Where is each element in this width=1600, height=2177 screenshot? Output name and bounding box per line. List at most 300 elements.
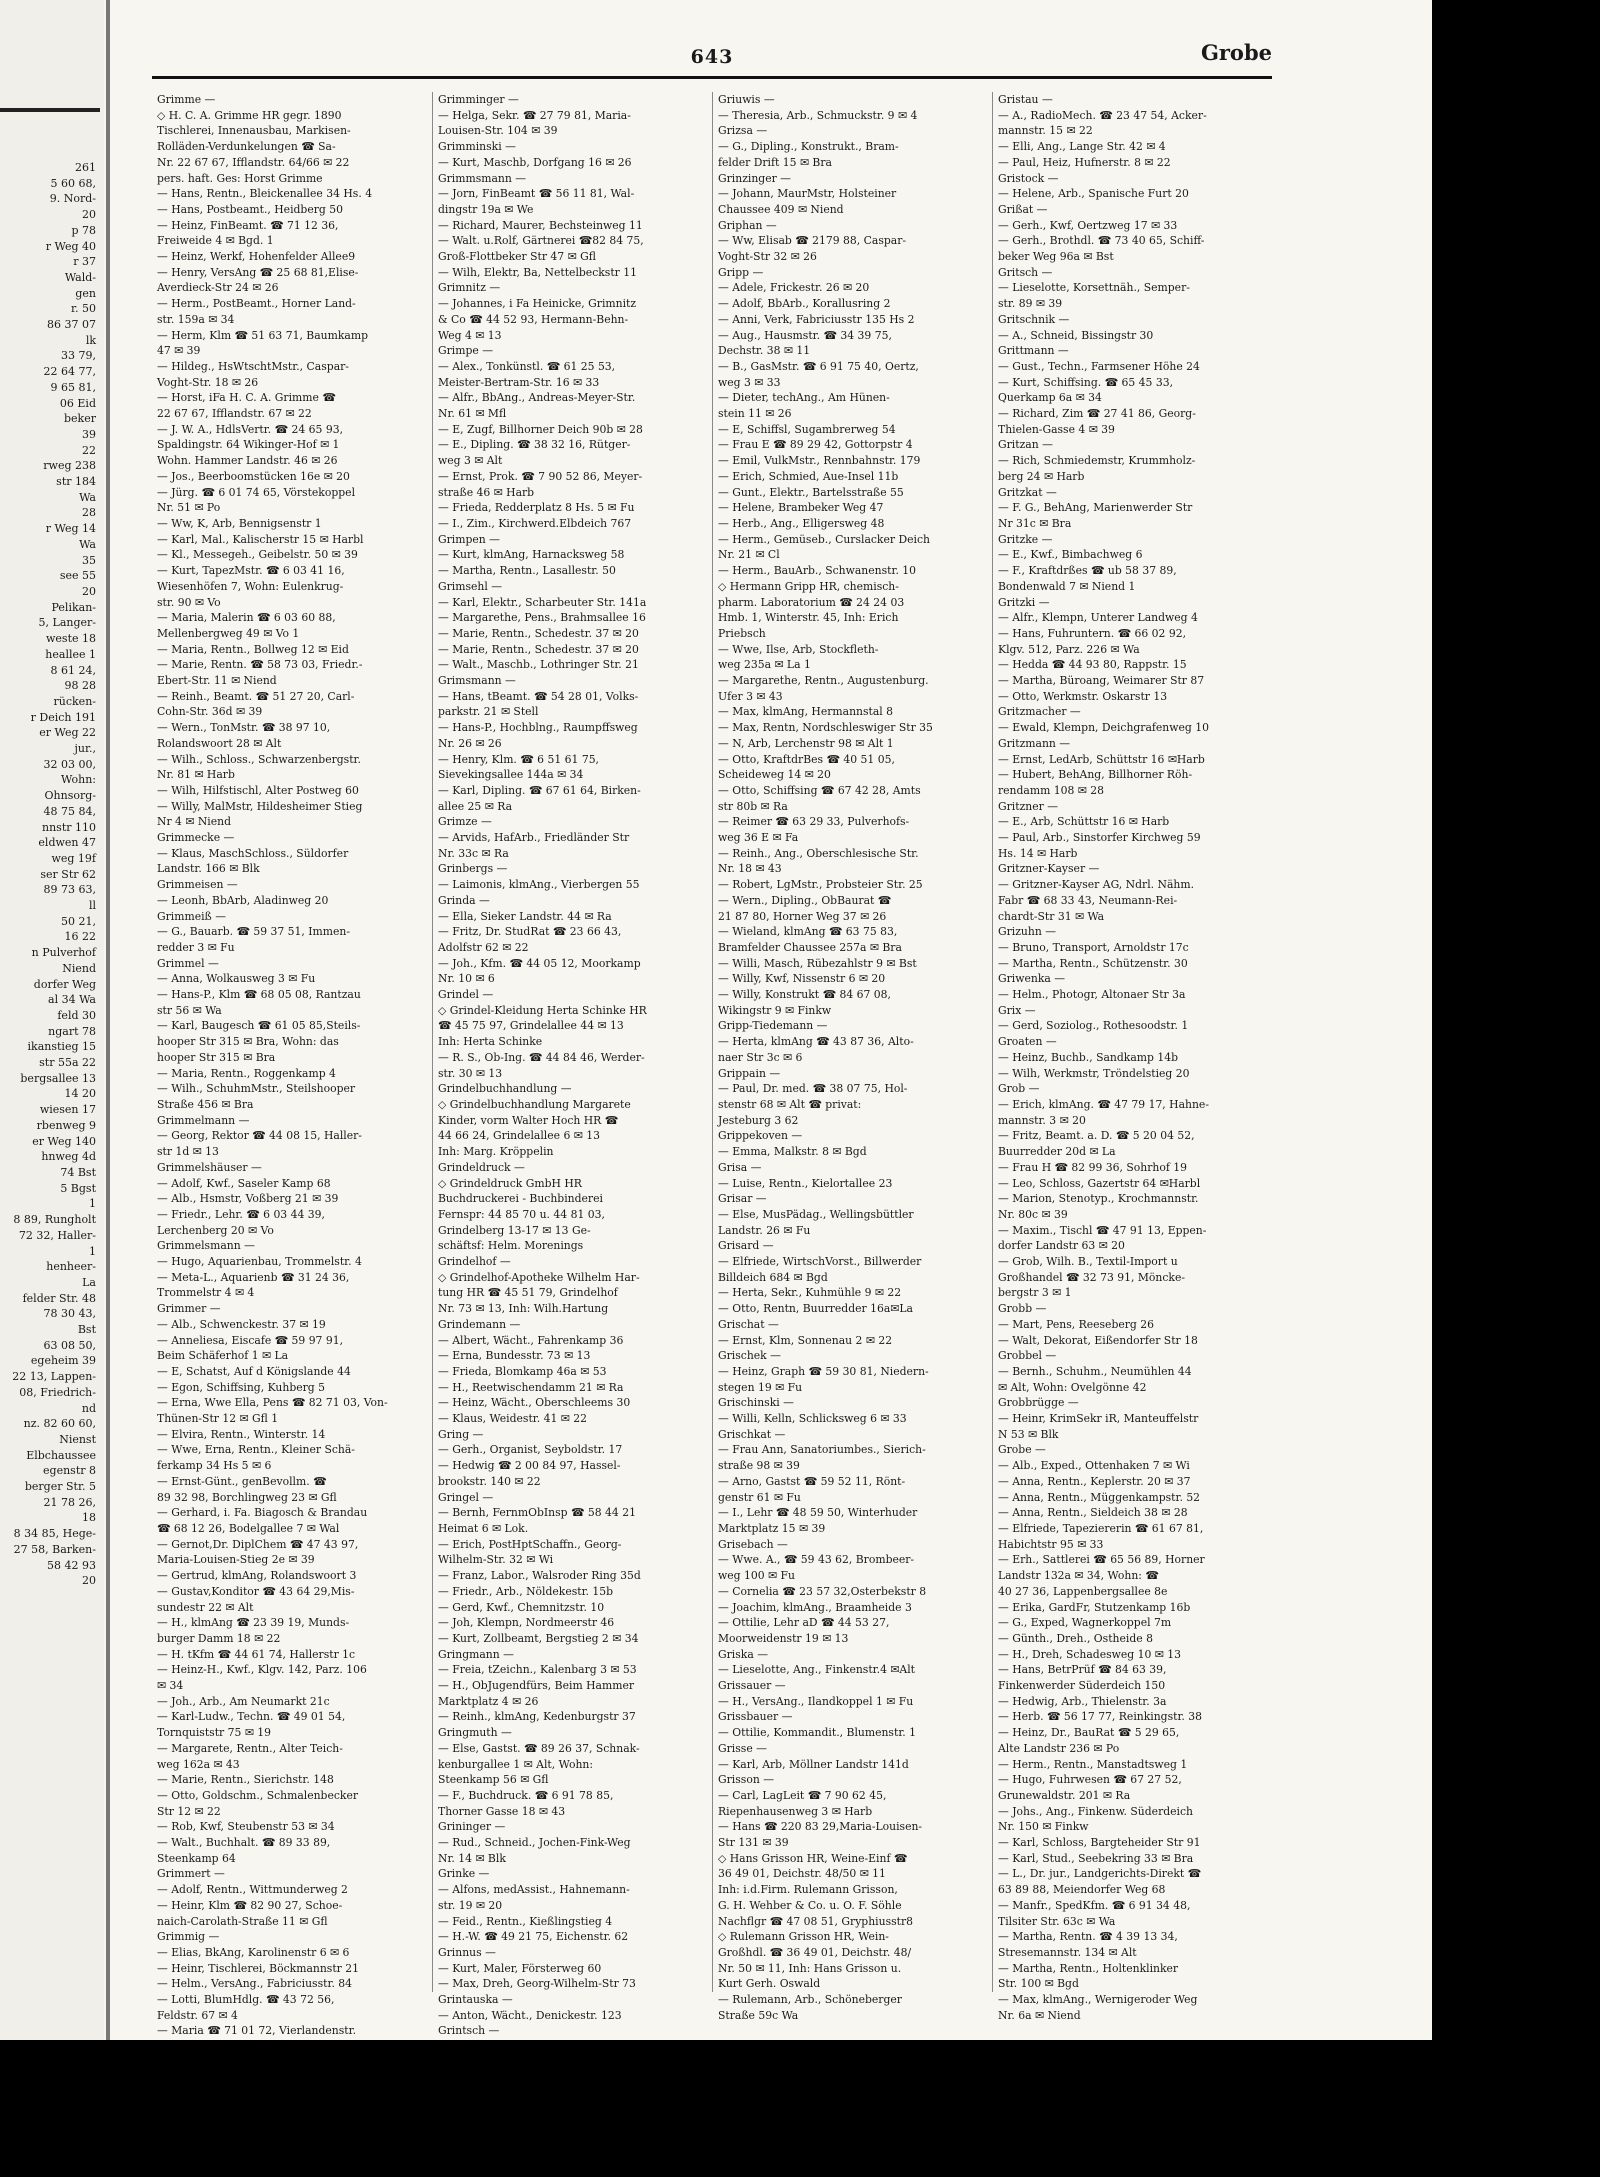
fragment-line: str 55a 22 xyxy=(39,1056,96,1070)
directory-entry-line: kenburgallee 1 ✉ Alt, Wohn: xyxy=(438,1757,594,1771)
directory-entry-line: — Theresia, Arb., Schmuckstr. 9 ✉ 4 xyxy=(718,108,918,122)
left-page-header-rule xyxy=(0,108,100,112)
directory-entry-line: Grimmelsmann — xyxy=(157,1239,255,1253)
directory-entry-line: — Johs., Ang., Finkenw. Süderdeich xyxy=(998,1804,1193,1818)
directory-entry-line: hooper Str 315 ✉ Bra, Wohn: das xyxy=(157,1035,339,1049)
directory-entry-line: Großhdl. ☎ 36 49 01, Deichstr. 48/ xyxy=(718,1945,912,1959)
directory-entry-line: — Herm., BauArb., Schwanenstr. 10 xyxy=(718,564,917,578)
directory-entry-line: — Max, Dreh, Georg-Wilhelm-Str 73 xyxy=(438,1977,636,1991)
directory-entry-line: — Heinz, Buchb., Sandkamp 14b xyxy=(998,1050,1178,1064)
fragment-line: eldwen 47 xyxy=(38,836,96,850)
directory-entry-line: — Paul, Dr. med. ☎ 38 07 75, Hol- xyxy=(718,1082,908,1096)
directory-entry-line: Grimnitz — xyxy=(438,281,501,295)
directory-entry-line: — H., klmAng ☎ 23 39 19, Munds- xyxy=(157,1616,350,1630)
fragment-line: 33 79, xyxy=(61,349,96,363)
directory-entry-line: — Horst, iFa H. C. A. Grimme ☎ xyxy=(157,391,336,405)
directory-entry-line: — Margarethe, Pens., Brahmsallee 16 xyxy=(438,611,646,625)
directory-entry-line: — Erika, GardFr, Stutzenkamp 16b xyxy=(998,1600,1191,1614)
directory-entry-line: — Wwe, Ilse, Arb, Stockfleth- xyxy=(718,642,879,656)
directory-entry-line: — Anni, Verk, Fabriciusstr 135 Hs 2 xyxy=(718,312,915,326)
directory-entry-line: — Erna, Wwe Ella, Pens ☎ 82 71 03, Von- xyxy=(157,1396,388,1410)
directory-entry-line: — Margarete, Rentn., Alter Teich- xyxy=(157,1741,343,1755)
directory-entry-line: — Willy, Kwf, Nissenstr 6 ✉ 20 xyxy=(718,972,886,986)
directory-entry-line: Grisa — xyxy=(718,1160,762,1174)
fragment-line: ngart 78 xyxy=(48,1024,96,1038)
directory-entry-line: Gringmuth — xyxy=(438,1726,512,1740)
directory-entry-line: Feldstr. 67 ✉ 4 xyxy=(157,2008,238,2022)
directory-entry-line: Grizsa — xyxy=(718,124,768,138)
directory-entry-line: straße 46 ✉ Harb xyxy=(438,485,535,499)
fragment-line: p 78 xyxy=(71,223,96,237)
directory-entry-line: — Karl, Baugesch ☎ 61 05 85,Steils- xyxy=(157,1019,361,1033)
directory-column-2 xyxy=(432,92,712,2038)
fragment-line: 18 xyxy=(82,1511,96,1525)
directory-entry-line: — Cornelia ☎ 23 57 32,Osterbekstr 8 xyxy=(718,1584,927,1598)
directory-entry-line: — Otto, Goldschm., Schmalenbecker xyxy=(157,1788,358,1802)
directory-entry-line: — Maria, Malerin ☎ 6 03 60 88, xyxy=(157,611,336,625)
directory-entry-line: — Feid., Rentn., Kießlingstieg 4 xyxy=(438,1914,613,1928)
directory-entry-line: stegen 19 ✉ Fu xyxy=(718,1380,803,1394)
directory-entry-line: — Gerh., Kwf, Oertzweg 17 ✉ 33 xyxy=(998,218,1178,232)
directory-entry-line: Grischek — xyxy=(718,1349,781,1363)
directory-column-4 xyxy=(992,92,1272,2022)
fragment-line: ser Str 62 xyxy=(40,867,96,881)
directory-entry-line: 36 49 01, Deichstr. 48/50 ✉ 11 xyxy=(718,1867,886,1881)
directory-entry-line: — B., GasMstr. ☎ 6 91 75 40, Oertz, xyxy=(718,359,919,373)
fragment-line: r Weg 40 xyxy=(45,239,96,253)
directory-entry-line: Grischkat — xyxy=(718,1427,786,1441)
directory-entry-line: — Ottilie, Kommandit., Blumenstr. 1 xyxy=(718,1726,917,1740)
fragment-line: lk xyxy=(85,333,96,347)
directory-entry-line: Grimsmann — xyxy=(438,674,516,688)
fragment-line: 06 Eid xyxy=(59,396,96,410)
directory-entry-line: — Meta-L., Aquarienb ☎ 31 24 36, xyxy=(157,1270,350,1284)
directory-entry-line: — Willy, Konstrukt ☎ 84 67 08, xyxy=(718,988,891,1002)
directory-entry-line: — Elli, Ang., Lange Str. 42 ✉ 4 xyxy=(998,140,1166,154)
directory-entry-line: — Anna, Wolkausweg 3 ✉ Fu xyxy=(157,972,316,986)
directory-entry-line: Grimsehl — xyxy=(438,579,503,593)
directory-entry-line: Thorner Gasse 18 ✉ 43 xyxy=(438,1804,566,1818)
directory-entry-line: Scheideweg 14 ✉ 20 xyxy=(718,768,831,782)
directory-entry-line: str 56 ✉ Wa xyxy=(157,1003,222,1017)
directory-entry-line: — Kl., Messegeh., Geibelstr. 50 ✉ 39 xyxy=(157,548,358,562)
directory-entry-line: Adolfstr 62 ✉ 22 xyxy=(438,940,529,954)
fragment-line: rbenweg 9 xyxy=(36,1118,96,1132)
directory-entry-line: Landstr 132a ✉ 34, Wohn: ☎ xyxy=(998,1569,1159,1583)
fragment-line: al 34 Wa xyxy=(48,993,96,1007)
directory-entry-line: Straße 456 ✉ Bra xyxy=(157,1098,254,1111)
directory-entry-line: — Otto, KraftdrBes ☎ 40 51 05, xyxy=(718,752,895,766)
directory-entry-line: — Jürg. ☎ 6 01 74 65, Vörstekoppel xyxy=(157,485,356,499)
directory-entry-line: — J. W. A., HdlsVertr. ☎ 24 65 93, xyxy=(157,422,343,436)
directory-entry-line: allee 25 ✉ Ra xyxy=(438,799,513,813)
fragment-line: 8 34 85, Hege- xyxy=(13,1527,96,1541)
directory-entry-line: 89 32 98, Borchlingweg 23 ✉ Gfl xyxy=(157,1490,337,1504)
fragment-line: ll xyxy=(88,899,96,913)
directory-entry-line: ◇ H. C. A. Grimme HR gegr. 1890 xyxy=(157,108,342,122)
directory-entry-line: — Gernot,Dr. DiplChem ☎ 47 43 97, xyxy=(157,1537,359,1551)
fragment-line: Niend xyxy=(62,961,96,975)
directory-entry-line: — Arvids, HafArb., Friedländer Str xyxy=(438,831,630,845)
directory-entry-line: — Wilh, Hilfstischl, Alter Postweg 60 xyxy=(157,783,359,797)
directory-entry-line: Grimmeiß — xyxy=(157,909,226,923)
directory-entry-line: — Anton, Wächt., Denickestr. 123 xyxy=(438,2008,622,2022)
directory-entry-line: — Alfr., BbAng., Andreas-Meyer-Str. xyxy=(438,391,636,405)
directory-entry-line: Wilhelm-Str. 32 ✉ Wi xyxy=(438,1553,554,1567)
directory-entry-line: Groß-Flottbeker Str 47 ✉ Gfl xyxy=(438,250,596,264)
directory-entry-line: sundestr 22 ✉ Alt xyxy=(157,1600,254,1614)
directory-entry-line: — Luise, Rentn., Kielortallee 23 xyxy=(718,1176,893,1190)
directory-entry-line: Gritzmacher — xyxy=(998,705,1081,719)
directory-entry-line: Finkenwerder Süderdeich 150 xyxy=(998,1679,1166,1693)
directory-entry-line: Rolläden-Verdunkelungen ☎ Sa- xyxy=(157,140,336,154)
directory-entry-line: Marktplatz 4 ✉ 26 xyxy=(438,1694,539,1708)
directory-entry-line: — Alfons, medAssist., Hahnemann- xyxy=(438,1883,630,1897)
directory-entry-line: ✉ 34 xyxy=(157,1679,184,1693)
directory-entry-line: Grimmig — xyxy=(157,1930,220,1944)
directory-entry-line: ✉ Alt, Wohn: Ovelgönne 42 xyxy=(998,1380,1147,1394)
directory-entry-line: Groaten — xyxy=(998,1035,1057,1049)
directory-entry-line: Tilsiter Str. 63c ✉ Wa xyxy=(998,1914,1116,1928)
directory-entry-line: — Marie, Rentn. ☎ 58 73 03, Friedr.- xyxy=(157,658,363,672)
header-rule xyxy=(152,76,1272,79)
fragment-line: 5 60 68, xyxy=(50,176,96,190)
directory-entry-line: weg 3 ✉ 33 xyxy=(718,375,781,389)
directory-entry-line: — Gritzner-Kayser AG, Ndrl. Nähm. xyxy=(998,878,1195,892)
directory-entry-line: 63 89 88, Meiendorfer Weg 68 xyxy=(998,1883,1166,1897)
fragment-line: rweg 238 xyxy=(43,459,96,473)
directory-entry-line: Nr 4 ✉ Niend xyxy=(157,815,231,829)
directory-entry-line: — Frieda, Blomkamp 46a ✉ 53 xyxy=(438,1364,607,1378)
directory-entry-line: — Manfr., SpedKfm. ☎ 6 91 34 48, xyxy=(998,1898,1191,1912)
directory-entry-line: — Anna, Rentn., Müggenkampstr. 52 xyxy=(998,1490,1201,1504)
directory-entry-line: Griuwis — xyxy=(718,93,775,106)
fragment-line: 39 xyxy=(82,427,96,441)
directory-entry-line: Gritzkat — xyxy=(998,485,1057,499)
directory-entry-line: schäftsf: Helm. Morenings xyxy=(438,1239,584,1253)
fragment-line: 78 30 43, xyxy=(43,1307,96,1321)
directory-entry-line: — Kurt, Maler, Försterweg 60 xyxy=(438,1961,602,1975)
fragment-line: r Deich 191 xyxy=(30,710,96,724)
directory-entry-line: Ebert-Str. 11 ✉ Niend xyxy=(157,674,277,688)
scanner-border-right xyxy=(1432,0,1600,2177)
directory-entry-line: naich-Carolath-Straße 11 ✉ Gfl xyxy=(157,1914,328,1928)
directory-entry-line: — Erich, Schmied, Aue-Insel 11b xyxy=(718,469,899,483)
directory-entry-line: — Herb. ☎ 56 17 77, Reinkingstr. 38 xyxy=(998,1710,1203,1724)
directory-entry-line: — Maria, Rentn., Bollweg 12 ✉ Eid xyxy=(157,642,349,656)
directory-entry-line: — Laimonis, klmAng., Vierbergen 55 xyxy=(438,878,640,892)
fragment-line: 20 xyxy=(82,208,96,222)
directory-entry-line: — Hans-P., Hochblng., Raumpffsweg xyxy=(438,721,638,735)
fragment-line: 72 32, Haller- xyxy=(18,1228,96,1242)
directory-entry-line: — Ww, Elisab ☎ 2179 88, Caspar- xyxy=(718,234,907,248)
directory-entry-line: chardt-Str 31 ✉ Wa xyxy=(998,909,1105,923)
directory-entry-line: Jesteburg 3 62 xyxy=(718,1113,799,1127)
directory-entry-line: Nr. 73 ✉ 13, Inh: Wilh.Hartung xyxy=(438,1302,609,1316)
directory-entry-line: — Heinz, Graph ☎ 59 30 81, Niedern- xyxy=(718,1364,929,1378)
directory-entry-line: — Alfr., Klempn, Unterer Landweg 4 xyxy=(998,611,1198,625)
directory-entry-line: Nr. 14 ✉ Blk xyxy=(438,1851,506,1865)
directory-entry-line: — Martha, Rentn., Lasallestr. 50 xyxy=(438,564,616,578)
directory-entry-line: Grunewaldstr. 201 ✉ Ra xyxy=(998,1788,1131,1802)
directory-entry-line: — Gertrud, klmAng, Rolandswoort 3 xyxy=(157,1569,357,1583)
fragment-line: 21 78 26, xyxy=(43,1495,96,1509)
directory-entry-line: str 1d ✉ 13 xyxy=(157,1145,219,1159)
directory-entry-line: — Adolf, BbArb., Korallusring 2 xyxy=(718,297,891,311)
directory-entry-line: — E, Zugf, Billhorner Deich 90b ✉ 28 xyxy=(438,422,643,436)
directory-entry-line: Griska — xyxy=(718,1647,768,1661)
directory-entry-line: Gristock — xyxy=(998,171,1059,185)
directory-entry-line: — Ernst, LedArb, Schüttstr 16 ✉Harb xyxy=(998,752,1205,766)
fragment-line: dorfer Weg xyxy=(33,977,96,991)
directory-entry-line: — Klaus, Weidestr. 41 ✉ 22 xyxy=(438,1412,588,1426)
fragment-line: 9. Nord- xyxy=(49,192,96,206)
fragment-line: Bst xyxy=(77,1323,96,1337)
directory-entry-line: — Marie, Rentn., Sierichstr. 148 xyxy=(157,1773,334,1787)
directory-entry-line: — Karl-Ludw., Techn. ☎ 49 01 54, xyxy=(157,1710,346,1724)
fragment-line: Wa xyxy=(79,490,96,504)
directory-entry-line: Grimme — xyxy=(157,93,216,106)
directory-entry-line: — Kurt, Zollbeamt, Bergstieg 2 ✉ 34 xyxy=(438,1631,639,1645)
directory-entry-line: — Lotti, BlumHdlg. ☎ 43 72 56, xyxy=(157,1993,335,2007)
directory-column-1 xyxy=(152,92,432,2038)
left-page-fragment-lines xyxy=(0,160,100,1589)
directory-entry-line: weg 235a ✉ La 1 xyxy=(718,658,811,672)
directory-entry-line: Lerchenberg 20 ✉ Vo xyxy=(157,1223,274,1237)
directory-entry-line: ◇ Grindel-Kleidung Herta Schinke HR xyxy=(438,1003,647,1017)
directory-entry-line: Inh: Marg. Kröppelin xyxy=(438,1145,554,1159)
directory-entry-line: — Leo, Schloss, Gazertstr 64 ✉Harbl xyxy=(998,1176,1201,1190)
fragment-line: r 37 xyxy=(73,255,96,269)
directory-entry-line: Grippain — xyxy=(718,1066,781,1080)
fragment-line: gen xyxy=(75,286,96,300)
directory-entry-line: Fernspr: 44 85 70 u. 44 81 03, xyxy=(438,1207,605,1221)
directory-entry-line: — Joh, Klempn, Nordmeerstr 46 xyxy=(438,1616,615,1630)
directory-entry-line: Wohn. Hammer Landstr. 46 ✉ 26 xyxy=(157,454,338,468)
fragment-line: 50 21, xyxy=(61,914,96,928)
directory-entry-line: beker Weg 96a ✉ Bst xyxy=(998,250,1114,264)
directory-entry-line: — Gerh., Brothdl. ☎ 73 40 65, Schiff- xyxy=(998,234,1205,248)
directory-entry-line: — H., Dreh, Schadesweg 10 ✉ 13 xyxy=(998,1647,1182,1661)
directory-entry-line: — Henry, Klm. ☎ 6 51 61 75, xyxy=(438,752,599,766)
directory-entry-line: Grimmert — xyxy=(157,1867,225,1881)
directory-entry-line: Habichtstr 95 ✉ 33 xyxy=(998,1537,1104,1551)
directory-entry-line: — Erich, PostHptSchaffn., Georg- xyxy=(438,1537,622,1551)
directory-entry-line: — Helene, Brambeker Weg 47 xyxy=(718,501,884,515)
directory-entry-line: Dechstr. 38 ✉ 11 xyxy=(718,344,811,358)
directory-entry-line: str 80b ✉ Ra xyxy=(718,799,788,813)
directory-entry-line: ◇ Grindelhof-Apotheke Wilhelm Har- xyxy=(438,1270,640,1284)
directory-entry-line: — Marie, Rentn., Schedestr. 37 ✉ 20 xyxy=(438,626,639,640)
directory-entry-line: Wikingstr 9 ✉ Finkw xyxy=(718,1003,832,1017)
directory-entry-line: Str 12 ✉ 22 xyxy=(157,1804,221,1818)
directory-entry-line: Kurt Gerh. Oswald xyxy=(718,1977,821,1991)
fragment-line: feld 30 xyxy=(57,1008,96,1022)
directory-entry-line: — Alb., Hsmstr, Voßberg 21 ✉ 39 xyxy=(157,1192,339,1206)
directory-entry-line: — Helm., Photogr, Altonaer Str 3a xyxy=(998,988,1186,1002)
fragment-line: 35 xyxy=(82,553,96,567)
directory-entry-line: — Freia, tZeichn., Kalenbarg 3 ✉ 53 xyxy=(438,1663,637,1677)
directory-entry-line: str. 30 ✉ 13 xyxy=(438,1066,503,1080)
directory-entry-line: — Adolf, Kwf., Saseler Kamp 68 xyxy=(157,1176,331,1190)
directory-entry-line: Nr. 22 67 67, Ifflandstr. 64/66 ✉ 22 xyxy=(157,155,350,169)
running-head: Grobe xyxy=(1200,40,1272,65)
directory-entry-line: tung HR ☎ 45 51 79, Grindelhof xyxy=(438,1286,618,1300)
directory-entry-line: — Willi, Masch, Rübezahlstr 9 ✉ Bst xyxy=(718,956,917,970)
directory-entry-line: Grimpen — xyxy=(438,532,500,546)
directory-entry-line: Inh: i.d.Firm. Rulemann Grisson, xyxy=(718,1883,898,1897)
directory-entry-line: Grimminger — xyxy=(438,93,519,106)
directory-entry-line: Gritzner-Kayser — xyxy=(998,862,1100,876)
fragment-line: Wald- xyxy=(64,270,96,284)
directory-entry-line: — Hedda ☎ 44 93 80, Rappstr. 15 xyxy=(998,658,1187,672)
directory-entry-line: Grimmelshäuser — xyxy=(157,1160,262,1174)
directory-entry-line: bergstr 3 ✉ 1 xyxy=(998,1286,1072,1300)
directory-entry-line: Grinke — xyxy=(438,1867,490,1881)
directory-entry-line: — H., VersAng., Ilandkoppel 1 ✉ Fu xyxy=(718,1694,914,1708)
directory-entry-line: Grißat — xyxy=(998,202,1048,216)
directory-entry-line: Freiweide 4 ✉ Bgd. 1 xyxy=(157,234,274,248)
directory-entry-line: — N, Arb, Lerchenstr 98 ✉ Alt 1 xyxy=(718,736,894,750)
directory-entry-line: — Helm., VersAng., Fabriciusstr. 84 xyxy=(157,1977,353,1991)
directory-entry-line: — Jorn, FinBeamt ☎ 56 11 81, Wal- xyxy=(438,187,635,201)
directory-entry-line: — Karl, Schloss, Bargteheider Str 91 xyxy=(998,1836,1201,1850)
directory-entry-line: — Emma, Malkstr. 8 ✉ Bgd xyxy=(718,1145,867,1159)
fragment-line: n Pulverhof xyxy=(31,946,96,960)
directory-entry-line: — Reimer ☎ 63 29 33, Pulverhofs- xyxy=(718,815,910,829)
fragment-line: 74 Bst xyxy=(60,1166,96,1179)
fragment-line: 86 37 07 xyxy=(47,318,96,332)
directory-entry-line: — Gerd, Soziolog., Rothesoodstr. 1 xyxy=(998,1019,1189,1033)
fragment-line: nd xyxy=(81,1401,96,1415)
directory-entry-line: — Willi, Kelln, Schlicksweg 6 ✉ 33 xyxy=(718,1412,907,1426)
directory-entry-line: ◇ Rulemann Grisson HR, Wein- xyxy=(718,1930,889,1944)
directory-entry-line: — G., Exped, Wagnerkoppel 7m xyxy=(998,1616,1172,1630)
directory-entry-line: — Paul, Heiz, Hufnerstr. 8 ✉ 22 xyxy=(998,155,1171,169)
directory-entry-line: hooper Str 315 ✉ Bra xyxy=(157,1050,276,1064)
directory-entry-line: Gritsch — xyxy=(998,265,1053,279)
directory-column-3 xyxy=(712,92,992,2022)
directory-entry-line: — Karl, Mal., Kalischerstr 15 ✉ Harbl xyxy=(157,532,364,546)
fragment-line: Elbchaussee xyxy=(26,1448,96,1462)
directory-entry-line: — I., Zim., Kirchwerd.Elbdeich 767 xyxy=(438,516,632,530)
directory-entry-line: Grizuhn — xyxy=(998,925,1057,939)
directory-entry-line: N 53 ✉ Blk xyxy=(998,1427,1059,1441)
directory-entry-line: Grintsch — xyxy=(438,2024,500,2038)
directory-entry-line: — G., Bauarb. ☎ 59 37 51, Immen- xyxy=(157,925,351,939)
directory-entry-line: Straße 59c Wa xyxy=(718,2008,799,2022)
directory-entry-line: — Heinr, Klm ☎ 82 90 27, Schoe- xyxy=(157,1898,343,1912)
directory-entry-line: Ufer 3 ✉ 43 xyxy=(718,689,783,703)
directory-entry-line: Grisard — xyxy=(718,1239,774,1253)
fragment-line: Wa xyxy=(79,537,96,551)
directory-entry-line: — Martha, Rentn. ☎ 4 39 13 34, xyxy=(998,1930,1178,1944)
directory-entry-line: mannstr. 3 ✉ 20 xyxy=(998,1113,1086,1127)
directory-entry-line: — Elfriede, Tapeziererin ☎ 61 67 81, xyxy=(998,1521,1204,1535)
directory-entry-line: — Hans, BetrPrüf ☎ 84 63 39, xyxy=(998,1663,1167,1677)
directory-entry-line: — Herm., Rentn., Manstadtsweg 1 xyxy=(998,1757,1188,1771)
directory-entry-line: Hmb. 1, Winterstr. 45, Inh: Erich xyxy=(718,611,899,625)
directory-entry-line: Marktplatz 15 ✉ 39 xyxy=(718,1521,826,1535)
directory-entry-line: — Heinz, Wächt., Oberschleems 30 xyxy=(438,1396,631,1410)
directory-entry-line: — Ernst, Prok. ☎ 7 90 52 86, Meyer- xyxy=(438,469,643,483)
fragment-line: egeheim 39 xyxy=(30,1354,96,1368)
directory-entry-line: Rolandswoort 28 ✉ Alt xyxy=(157,736,282,750)
directory-entry-line: — Johannes, i Fa Heinicke, Grimnitz xyxy=(438,297,637,311)
directory-entry-line: — Hans, Fuhruntern. ☎ 66 02 92, xyxy=(998,626,1187,640)
fragment-line: 08, Friedrich- xyxy=(19,1385,96,1399)
directory-entry-line: genstr 61 ✉ Fu xyxy=(718,1490,801,1504)
directory-entry-line: Sievekingsallee 144a ✉ 34 xyxy=(438,768,584,782)
directory-entry-line: — Heinz, Werkf, Hohenfelder Allee9 xyxy=(157,250,356,264)
fragment-line: er Weg 22 xyxy=(39,726,96,740)
directory-entry-line: — Marion, Stenotyp., Krochmannstr. xyxy=(998,1192,1199,1206)
directory-entry-line: Gritzke — xyxy=(998,532,1053,546)
directory-entry-line: Grindelbuchhandlung — xyxy=(438,1082,572,1096)
directory-entry-line: — Otto, Rentn, Buurredder 16a✉La xyxy=(718,1302,913,1316)
directory-entry-line: — Ernst, Klm, Sonnenau 2 ✉ 22 xyxy=(718,1333,893,1347)
directory-entry-line: Grisse — xyxy=(718,1741,767,1755)
directory-entry-line: str. 159a ✉ 34 xyxy=(157,312,235,326)
directory-entry-line: — Herm, Klm ☎ 51 63 71, Baumkamp xyxy=(157,328,369,342)
directory-entry-line: ◇ Hermann Gripp HR, chemisch- xyxy=(718,579,899,593)
directory-entry-line: — Helene, Arb., Spanische Furt 20 xyxy=(998,187,1189,201)
directory-entry-line: — Else, MusPädag., Wellingsbüttler xyxy=(718,1207,914,1221)
directory-entry-line: 44 66 24, Grindelallee 6 ✉ 13 xyxy=(438,1129,600,1143)
directory-entry-line: — Marie, Rentn., Schedestr. 37 ✉ 20 xyxy=(438,642,639,656)
directory-entry-line: — Emil, VulkMstr., Rennbahnstr. 179 xyxy=(718,454,921,468)
directory-entry-line: — Frau Ann, Sanatoriumbes., Sierich- xyxy=(718,1443,926,1457)
fragment-line: beker xyxy=(64,412,96,426)
directory-entry-line: — Kurt, TapezMstr. ☎ 6 03 41 16, xyxy=(157,564,345,578)
directory-entry-line: — Maxim., Tischl ☎ 47 91 13, Eppen- xyxy=(998,1223,1207,1237)
directory-entry-line: Nr. 51 ✉ Po xyxy=(157,501,221,515)
directory-entry-line: Gringel — xyxy=(438,1490,494,1504)
directory-entry-line: weg 100 ✉ Fu xyxy=(718,1569,795,1583)
directory-entry-line: Gripp — xyxy=(718,265,764,279)
fragment-line: r Weg 14 xyxy=(45,522,96,536)
fragment-line: Wohn: xyxy=(60,773,96,787)
directory-entry-line: — Richard, Zim ☎ 27 41 86, Georg- xyxy=(998,407,1196,421)
directory-entry-line: — Friedr., Arb., Nöldekestr. 15b xyxy=(438,1584,614,1598)
directory-entry-line: — Erich, klmAng. ☎ 47 79 17, Hahne- xyxy=(998,1098,1209,1111)
directory-entry-line: Grobe — xyxy=(998,1443,1046,1457)
directory-entry-line: Grisebach — xyxy=(718,1537,788,1551)
directory-entry-line: Grimpe — xyxy=(438,344,494,358)
directory-entry-line: — Hans, tBeamt. ☎ 54 28 01, Volks- xyxy=(438,689,639,703)
directory-entry-line: — Hubert, BehAng, Billhorner Röh- xyxy=(998,768,1193,782)
directory-entry-line: G. H. Wehber & Co. u. O. F. Söhle xyxy=(718,1898,902,1912)
directory-entry-line: — Heinr, KrimSekr iR, Manteuffelstr xyxy=(998,1412,1199,1426)
directory-entry-line: brookstr. 140 ✉ 22 xyxy=(438,1474,541,1488)
directory-entry-line: — Egon, Schiffsing, Kuhberg 5 xyxy=(157,1380,325,1394)
directory-entry-line: Spaldingstr. 64 Wikinger-Hof ✉ 1 xyxy=(157,438,340,452)
directory-entry-line: Grimmsmann — xyxy=(438,171,527,185)
directory-entry-line: — Heinr, Tischlerei, Böckmannstr 21 xyxy=(157,1961,360,1975)
directory-entry-line: — Carl, LagLeit ☎ 7 90 62 45, xyxy=(718,1788,887,1802)
directory-entry-line: — Martha, Rentn., Schützenstr. 30 xyxy=(998,956,1188,970)
fragment-line: er Weg 140 xyxy=(32,1134,96,1148)
directory-entry-line: Str 131 ✉ 39 xyxy=(718,1836,789,1850)
fragment-line: ikanstieg 15 xyxy=(27,1040,96,1054)
directory-columns xyxy=(152,92,1272,2038)
fragment-line: 98 28 xyxy=(64,679,96,693)
directory-entry-line: — Anna, Rentn., Sieldeich 38 ✉ 28 xyxy=(998,1506,1188,1520)
directory-entry-line: — Anna, Rentn., Keplerstr. 20 ✉ 37 xyxy=(998,1474,1191,1488)
directory-entry-line: Griphan — xyxy=(718,218,777,232)
directory-entry-line: Voght-Str. 18 ✉ 26 xyxy=(157,375,259,389)
directory-entry-line: ◇ Grindeldruck GmbH HR xyxy=(438,1176,582,1190)
